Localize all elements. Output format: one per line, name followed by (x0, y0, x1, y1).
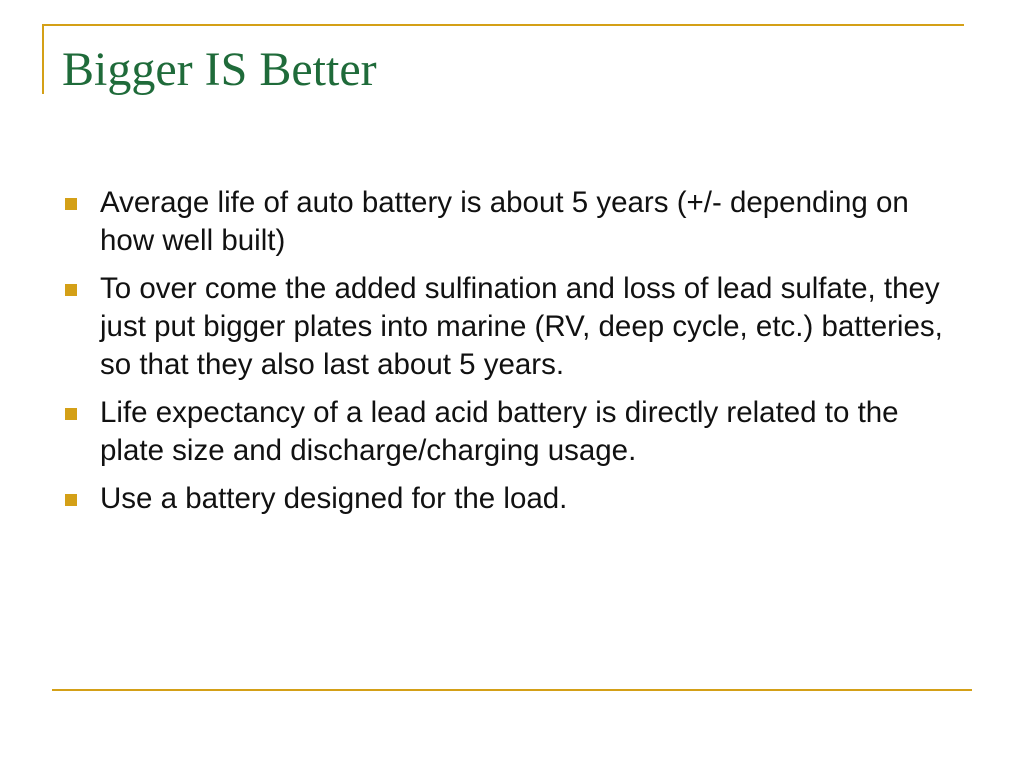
slide-title: Bigger IS Better (62, 43, 377, 96)
footer-rule (52, 689, 972, 691)
bullet-item (62, 394, 962, 470)
bullet-item (62, 270, 962, 384)
title-frame-top-rule (42, 24, 964, 26)
square-bullet-icon (65, 284, 77, 296)
bullet-text: Life expectancy of a lead acid battery is directly related to the plate size and discharge/charging usage. (100, 396, 899, 467)
title-frame-left-rule (42, 24, 44, 94)
bullet-text: To over come the added sulfination and loss of lead sulfate, they just put bigger plates into marine (RV, deep cycle, etc.) batteries, so that they also last about 5 years. (100, 272, 943, 381)
bullet-item (62, 184, 962, 260)
square-bullet-icon (65, 408, 77, 420)
square-bullet-icon (65, 198, 77, 210)
square-bullet-icon (65, 494, 77, 506)
bullet-text: Use a battery designed for the load. (100, 482, 568, 515)
bullet-item (62, 480, 962, 518)
bullet-text: Average life of auto battery is about 5 years (+/- depending on how well built) (100, 186, 909, 257)
bullet-list (62, 184, 962, 528)
